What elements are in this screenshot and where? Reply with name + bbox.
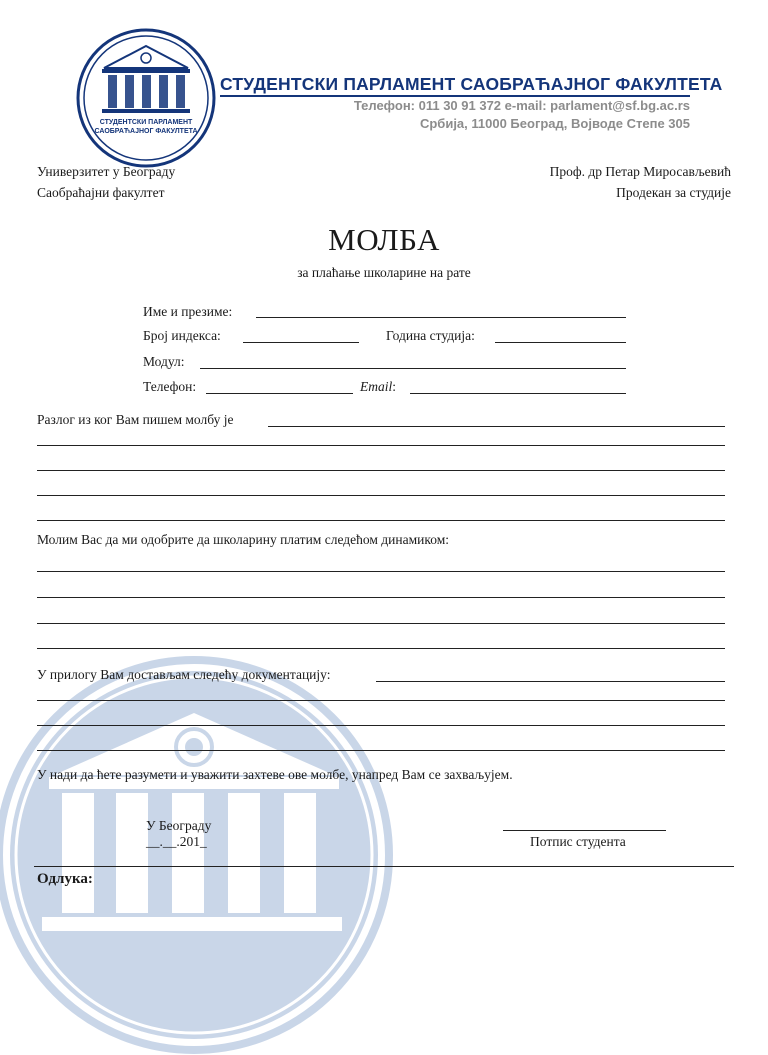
recipient-name: Проф. др Петар Миросављевић xyxy=(549,164,731,179)
date-field[interactable]: __.__.201_ xyxy=(146,834,207,849)
email-label xyxy=(360,379,396,395)
org-address: Србија, 11000 Београд, Војводе Степе 305 xyxy=(419,116,690,131)
email-colon: : xyxy=(392,379,397,394)
schedule-line-1[interactable] xyxy=(37,571,725,572)
org-divider xyxy=(220,95,690,97)
index-label: Број индекса: xyxy=(143,328,221,343)
page-title: МОЛБА xyxy=(328,222,440,257)
watermark-logo xyxy=(0,655,394,1055)
reason-line-4[interactable] xyxy=(37,520,725,521)
recipient-title: Продекан за студије xyxy=(616,185,731,200)
page-subtitle: за плаћање школарине на рате xyxy=(297,265,471,280)
attachments-label: У прилогу Вам достављам следећу документацију: xyxy=(37,667,331,682)
reason-line-1[interactable] xyxy=(37,445,725,446)
attachments-line-2[interactable] xyxy=(37,725,725,726)
org-name: СТУДЕНТСКИ ПАРЛАМЕНТ САОБРАЋАЈНОГ ФАКУЛТЕТА xyxy=(220,74,723,94)
email-label-text: Email xyxy=(360,379,393,394)
schedule-line-2[interactable] xyxy=(37,597,725,598)
index-field[interactable] xyxy=(243,342,359,343)
reason-line-3[interactable] xyxy=(37,495,725,496)
name-label: Име и презиме: xyxy=(143,304,233,319)
logo-text-line2: САОБРАЋАЈНОГ ФАКУЛТЕТА xyxy=(94,128,198,135)
module-field[interactable] xyxy=(200,368,626,369)
email-field[interactable] xyxy=(410,393,626,394)
attachments-field[interactable] xyxy=(376,681,725,682)
attachments-line-3[interactable] xyxy=(37,750,725,751)
decision-label: Одлука: xyxy=(37,871,93,887)
year-label: Година студија: xyxy=(386,328,475,343)
attachments-line-1[interactable] xyxy=(37,700,725,701)
name-field[interactable] xyxy=(256,317,626,318)
university-label: Универзитет у Београду xyxy=(37,164,176,179)
reason-line-2[interactable] xyxy=(37,470,725,471)
org-contact: Телефон: 011 30 91 372 e-mail: parlament@sf.bg.ac.rs xyxy=(353,98,690,113)
place-label: У Београду xyxy=(146,818,212,833)
schedule-label: Молим Вас да ми одобрите да школарину платим следећом динамиком: xyxy=(37,532,450,547)
parliament-logo xyxy=(76,28,216,168)
module-label: Модул: xyxy=(143,354,185,369)
signature-field[interactable] xyxy=(503,830,666,831)
signature-label: Потпис студента xyxy=(530,834,626,849)
logo-text-line1: СТУДЕНТСКИ ПАРЛАМЕНТ xyxy=(99,119,193,126)
reason-field-rest[interactable] xyxy=(422,426,725,427)
reason-label: Разлог из ког Вам пишем молбу је xyxy=(37,412,234,427)
reason-field-start[interactable] xyxy=(268,426,422,427)
year-field[interactable] xyxy=(495,342,626,343)
faculty-label: Саобраћајни факултет xyxy=(37,185,165,200)
closing-text: У нади да ћете разумети и уважити захтеве ове молбе, унапред Вам се захваљујем. xyxy=(37,767,513,782)
phone-label: Телефон: xyxy=(143,379,197,394)
schedule-line-3[interactable] xyxy=(37,623,725,624)
phone-field[interactable] xyxy=(206,393,353,394)
schedule-line-4[interactable] xyxy=(37,648,725,649)
decision-divider xyxy=(34,866,734,867)
